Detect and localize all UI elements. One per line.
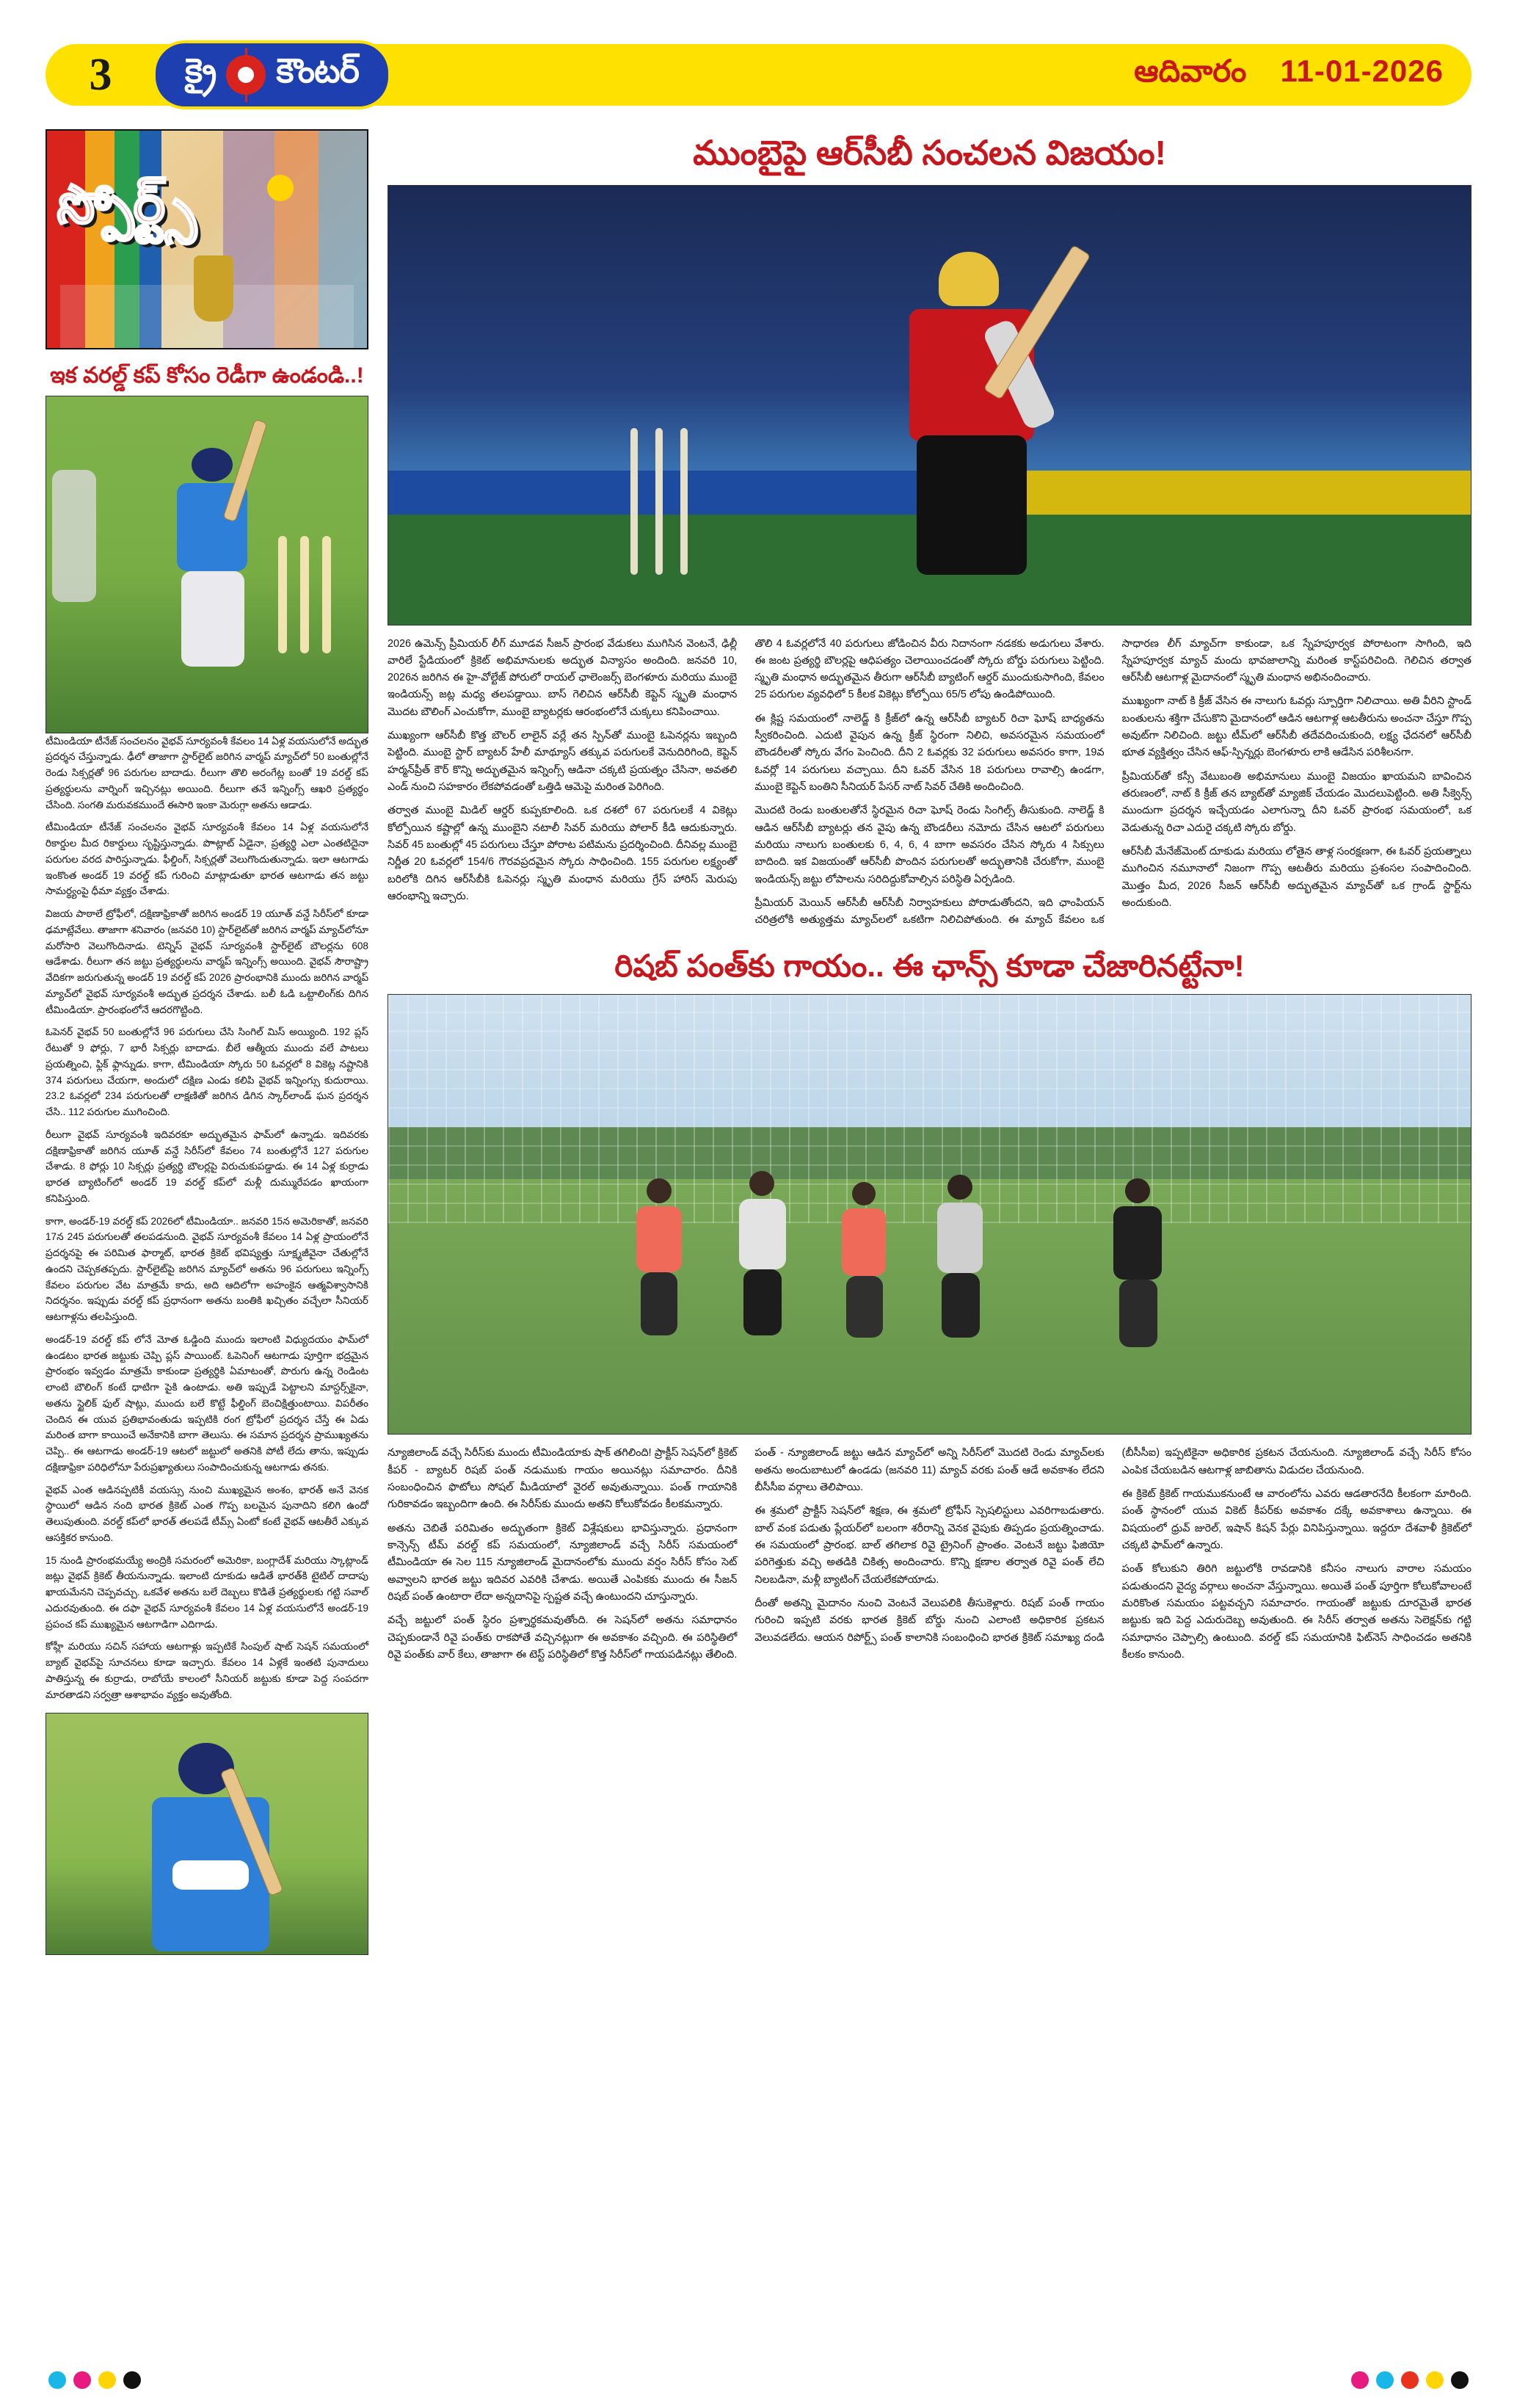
paragraph: ఓపెనర్ వైభవ్ 50 బంతుల్లోనే 96 పరుగులు చేసి సింగిల్ మిస్ అయ్యింది. 192 ప్లస్ రేటుతో 9 ఫోర్లు, 7 భారీ సిక్సర్లు బాదాడు. బీలే ఆత్మీయ ముందు వలే పాటలు ప్రయత్నించి, ఫ్లిక్ ఫ్లాన్నుడు. కాగా, టీమిండియా స్కోరు 50 ఓవర్లలో 8 వికెట్ల నష్టానికి 374 పరుగులు చేయగా, అందులో దక్షిణ ఎండు కలిపి వైభవ్ ఇన్నింగ్సు కుదురాయి. 23.2 ఓవర్లలో 234 పరుగులతో లాక్షణితో జరిగిన డిగిన స్కార్‌లాండ్ ఘన ప్రదర్శన చేసి.. 112 పరుగుల ముగించింది. <box>46 1026 368 1117</box>
paragraph: ముఖ్యంగా నాట్ కి క్రీజ్ వేసిన ఈ నాలుగు ఓవర్లు స్పూర్తిగా నిలిచాయి. అతి వీరిని స్టాండ్ బంతులను శక్తిగా చేసుకొని మైదానంలో ఆడిన ఆటగాళ్ల ఆటతీరును అంచనా చేస్తూ గొప్ప అవుట్‌గా నిలిచింది. జట్టు టీమ్‌లో ఆర్‌సీబీ తదేవదించుకుంది, లక్ష్య ఛేదనలో ఆర్‌సీబీ భూత వ్యక్తిత్వం చేసిన ఆఫ్-స్పిన్నర్లు బెంగళూరు లాకి ఆడేసిన పరిశీలనగా. <box>1121 695 1471 759</box>
left-subheadline: ఇక వరల్డ్ కప్ కోసం రెడీగా ఉండండి..! <box>50 363 364 388</box>
page-content <box>0 116 1517 1955</box>
photo-practice-nets <box>388 994 1471 1435</box>
left-article-body <box>46 733 368 1703</box>
publication-logo <box>156 43 388 106</box>
photo-vaibhav-batting <box>46 396 368 733</box>
main-headline: ముంబైపై ఆర్‌సీబీ సంచలన విజయం! <box>693 134 1166 172</box>
paragraph: కోహ్లీ మరియు సచిన్ సహాయ ఆటగాళ్లు ఇప్పటికే సింపుల్ షాట్ సెషన్ సమయంలో బ్యాట్ వైభవ్‌పై సూచనలు కూడా ఇచ్చారు. కేవలం 14 ఏళ్లకే ఇంతటి పునాదులు పాతిస్తున్న ఈ కుర్రాడు, రాబోయే కాలంలో సీనియర్ జట్టుకు కూడా పెద్ద సంపదగా మారతాడని సర్వత్రా ఆశాభావం వ్యక్తం అవుతోంది. <box>46 1641 368 1700</box>
paragraph: తర్వాత ముంబై మిడిల్ ఆర్డర్ కుప్పకూలింది. ఒక దశలో 67 పరుగులకే 4 వికెట్లు కోల్పోయిన కష్టాల్లో ఉన్న ముంబైని నటాలీ సివర్ మరియు పోలార్ కీడి ఆదుకున్నారు. సివర్ 45 బంతుల్లో 45 పరుగులు చేస్తూ పోరాట పటిమను ప్రదర్శించింది. దీనివల్ల ముంబై నిర్ణీత 20 ఓవర్లలో 154/6 గౌరవప్రదమైన స్కోరు సాధించింది. 155 పరుగుల లక్ష్యంతో బరిలోకి దిగిన ఆర్‌సీబీకి ఓపెనర్లు స్మృతి మంధాన మరియు గ్రేస్ హారిస్ మెరుపు ఆరంభాన్ని ఇచ్చారు. <box>388 805 738 903</box>
masthead-date: 11-01-2026 <box>1280 53 1444 88</box>
photo-rcb-batter <box>388 185 1471 625</box>
newspaper-page <box>0 34 1517 2408</box>
page-number: 3 <box>89 49 112 100</box>
paragraph: అండర్-19 వరల్డ్ కప్ లోనే మోత ఓడ్డింది ముందు ఇలాంటి విధ్యుదయం ఫామ్‌లో ఉండటం భారత జట్టుకు చెప్పి ప్లస్ పాయింట్. ఓపెనింగ్ ఆటగాడు పూర్తిగా భద్రమైన ప్రారంభం ఇవ్వడం మాత్రమే కాకుండా ప్రత్యర్థికి ఏమాటంతో, పొరుగు ఉన్న రెండింట లాంటి బౌలింగ్ కంటే ధాటిగా పైకి ఉంటాడు. అతి ఇప్పుడే పెట్టాలని మాస్టర్స్‌కైనా, అతను స్టైలిక్ ఫుల్ షాట్లు, ముందు బలే కొట్టే ఫీల్డింగ్ బెంచిక్షిత్తుంటాయి. విపరీతం చెందిన ఈ యువ ప్రతిభావంతుడు ఇప్పటికి రంగ ట్రోఫీలో ప్రదర్శన చేస్తే ఈ ఏడు మరింత బాగా కాయించే అనేకానికి బాగా తెలుసు. ఈ సమాన ప్రదర్శన ప్రాముఖ్యతను చెప్పి.. ఈ ఆటగాడు అండర్-19 ఆటలో జట్టులో అతనికి పోటీ లేదు తాను, ఇప్పుడు దక్షిణాఫ్రికా పరిధిలోనూ పేరుప్రఖ్యాతులు సంపాదించుకున్న ఆటగాడు తనకు. <box>46 1333 368 1473</box>
paragraph: అతను చెబితే పరిమితం అద్భుతంగా క్రికెట్ విశ్లేషకులు భావిస్తున్నారు. ప్రధానంగా కాన్సెన్స్ టీమ్ వరల్డ్ కప్ సమయంలో, న్యూజిలాండ్ వచ్చే సిరీస్ సమయంలో టీమిండియా ఈ సెల 115 న్యూజిలాండ్ మైదానంలోకు ముందు వర్షం సిరీస్ కోసం సెట్ అవ్వాలని భారత జట్టు ఇదివర ఎవరికి చేశాడు. అయితే ఎంపికకు ముందు ఈ సీజన్ రిషబ్ పంత్ ఉంటారా లేదా అన్నదానిపై స్పష్టత వచ్చే ఉంటుందని చూస్తున్నారు. <box>388 1522 738 1603</box>
paragraph: ప్రీమియర్ మెయిన్ ఆర్‌సీబీ ఆర్‌సీబీ నిర్వాహకులు పోరాడుతోందని, ఇది ఛాంపియన్ చరిత్రలోకి అత్యుత్తమ మ్యాచ్‌లలో ఒకటిగా నిలిచిపోతుంది. ఈ మ్యాచ్ కేవలం ఒక సాధారణ లీగ్ మ్యాచ్‌గా కాకుండా, ఒక స్నేహపూర్వక పోరాటంగా సాగింది, ఇది స్నేహపూర్వక మ్యాచ్ మందు భావజాలాన్ని మరింత కాస్ట్‌పరిచింది. గెలిచిన తర్వాత ఆర్‌సీబీ ఆటగాళ్ల మైదానంలో స్మృతి మంధాన అభినందించారు. <box>754 637 1471 926</box>
paragraph: ఈ క్రికెట్ క్రికెట్ గాయముకనుంటే ఆ వారంలోను ఎవరు ఆడతారనేది కీలకంగా మారింది. పంత్ స్థానంలో యువ వికెట్ కీపర్‌కు అవకాశం దక్కే అవకాశాలు ఉన్నాయి. ఈ విషయంలో ధ్రువ్ జురెల్, ఇషాన్ కిషన్ పేర్లు వినిపిస్తున్నాయి. ఇద్దరూ దేశవాళీ క్రికెట్‌లో చక్కటి ఫామ్‌లో ఉన్నారు. <box>1121 1487 1471 1551</box>
paragraph: రీలుగా వైభవ్ సూర్యవంశీ ఇదివరకూ అద్భుతమైన ఫామ్‌లో ఉన్నాడు. ఇదివరకు దక్షిణాఫ్రికాతో జరిగిన యూత్ వన్డే సిరీస్‌లో కేవలం 74 బంతుల్లోనే 127 పరుగుల చేశాడు. 8 ఫోర్లు 10 సిక్సర్లు ప్రత్యర్థి బౌలర్లపై విరుచుకుపడ్డాడు. ఈ 14 ఏళ్ల కుర్రాడు భారత బ్యాటింగ్‌లో అండర్ 19 వరల్డ్ కప్‌లో మళ్లీ దుమ్మురేపడం ఖాయంగా కనిపిస్తుంది. <box>46 1128 368 1204</box>
second-article-body <box>388 1445 1471 1664</box>
paragraph: పంత్ కోలుకుని తిరిగి జట్టులోకి రావడానికి కనీసం నాలుగు వారాల సమయం పడుతుందని వైద్య వర్గాలు అంచనా వేస్తున్నాయి. అయితే పంత్ పూర్తిగా కోలుకోవాలంటే మరికొంత సమయం పట్టవచ్చని సమాచారం. గాయంతో జట్టుకు దూరమైతే భారత జట్టుకు ఇది పెద్ద ఎదురుదెబ్బ అవుతుంది. ఈ సిరీస్ తర్వాత అతను సెలెక్షన్‌కు గట్టి సమాధానం చెప్పాల్సి ఉంటుంది. వరల్డ్ కప్ సమయానికి ఫిట్‌నెస్ సాధించడం అతనికి కీలకం కానుంది. <box>1121 1563 1471 1661</box>
banner-title: స్పోర్ట్స్ <box>57 175 197 234</box>
main-article-body <box>388 636 1471 929</box>
logo-text-left: క్రై <box>185 51 217 90</box>
paragraph: వచ్చే జట్టులో పంత్ స్థిరం ప్రశ్నార్థకమవుతోంది. ఈ సెషన్‌లో అతను సమాధానం చెప్పకుండానే రివై పంత్‌కు రాకపోతే వచ్చినట్లుగా ఈ అవకాశం వచ్చింది. ఈ పరిస్థితిలో రివై పంత్‌కు వార్ కేలు, తాజాగా ఈ టెస్ట్ పరిస్థితిలో కొత్త సిరీస్‌లో గాయపడినట్లు తేలింది. పంత్ - న్యూజిలాండ్ జట్టు ఆడిన మ్యాచ్‌లో అన్ని సిరీస్‌లో మొదటి రెండు మ్యాచ్‌లకు అతను అందుబాటులో ఉండడు (జనవరి 11) మ్యాచ్ వరకు పంత్ ఆడే అవకాశం లేదని బీసీసీఐ వర్గాలు తెలిపాయి. <box>388 1447 1105 1661</box>
paragraph: టీమిండియా టీనేజ్ సంచలనం వైభవ్ సూర్యవంశీ కేవలం 14 ఏళ్ల వయసులోనే రికార్డుల మీద రికార్డులు సృష్టిస్తున్నాడు. పొాట్లాట్ ఏడైనా, ప్రత్యర్థి ఎలా ఎంతటిదైనా పరుగుల వరద పారిస్తున్నాడు. ఫీల్డింగ్, సిక్సర్లతో వెలుగొందుతున్నాడు. ఇలా ఆటగాడు ఇంకొంత అండర్ 19 వరల్డ్ కప్ గురించి మాట్లాడుతూ భారత ఆటగాడు తన జట్టు సామర్థ్యంపై ధీమా వ్యక్తం చేశాడు. <box>46 822 368 897</box>
paragraph: 15 నుండి ప్రారంభమయ్యే అంద్రికి సమరంలో అమెరికా, బంగ్లాదేశ్ మరియు స్కాట్లాండ్ జట్లు వైభవ్ క్రికెట్ తీయనున్నాడు. ఇలాంటి దూకుడు ఆడితే భారత్‌కి టైటిల్ దాదాపు ఖాయమేనని చెప్పవచ్చు. ఒకవేళ అతను బలే దెబ్బలు కొడితే ప్రత్యర్థులకు గట్టి సవాల్ ఎదురవుతుంది. ఈ దఫా వైభవ్ సూర్యవంశీ కేవలం 14 ఏళ్ల వయసులోనే అండర్-19 ప్రపంచ కప్ ముఖ్యమైన ఆటగాడిగా ఎదిగాడు. <box>46 1554 368 1630</box>
paragraph: వైభవ్ ఎంత ఆడినప్పటికీ వయస్సు నుంచి ముఖ్యమైన అంశం, భారత్ అనే వెనక స్థాయిలో ఆడిన నంది భారత క్రికెట్ ఎంత గొప్ప బలమైన పునాదిని కలిగి ఉందో తెలుపుతుంది. వరల్డ్ కప్‌లో భారత్ తలపడే టీమ్స్ ఏంటో కంటే వైభవ్ ఆటతీరే ఎక్కువ ఆసక్తికర కానుంది. <box>46 1484 368 1543</box>
paragraph: న్యూజిలాండ్ వచ్చే సిరీస్‌కు ముందు టీమిండియాకు షాక్ తగిలింది! ప్రాక్టీస్ సెషన్‌లో క్రికెట్ కీపర్ - బ్యాటర్ రిషబ్ పంత్ నడుముకు గాయం అయినట్లు సమాచారం. దీనికి సంబంధించిన ఫొటోలు సోషల్ మీడియాలో వైరల్ అవుతున్నాయి. పంత్ గాయానికి గురికావడం ఇబ్బందిగా ఉంది. ఈ సిరీస్‌కు ముందు అతని కోలుకోవడం కీలకమన్నారు. <box>388 1447 738 1511</box>
left-column <box>46 129 368 1955</box>
logo-text-right: కౌంటర్ <box>276 51 359 90</box>
paragraph: ప్రీమియర్‌తో కస్సీ వేటుబంతి అభిమానులు ముంబై విజయం ఖాయమని బావించిన తరుణంలో, నాట్ కి క్రీజ్ తన బ్యాట్‌తో మ్యాజిక్ చేయడం మొదలుపెట్టింది. అతి సీక్వెన్స్ ముందుగా ప్రదర్శన ఇచ్చేయడం ఎలాగున్నా దీని ఓవర్ ప్రారంభ సమయంలో, ఒక వెడుతున్న రిచా ఎదురై చక్కటి స్కోరు బోర్డు. <box>1121 770 1471 834</box>
paragraph: విజయ పాఠాలే ట్రోఫీలో, దక్షిణాఫ్రికాతో జరిగిన అండర్ 19 యూత్ వన్డే సిరీస్‌లో కూడా ఢమాట్లేవేలు. తాజాగా శనివారం (జనవరి 10) స్టార్‌లైట్‌తో జరిగిన వార్మప్ మ్యాచ్‌లోనూ మరోసారి వెలుగొందినాడు. టెన్నిస్ వైభవ్ సూర్యవంశీ స్టార్‌లైట్ బౌలర్లను 608 ఆడేశాడు. రీలుగా తన జట్టు ప్రత్యర్థులను వార్మప్ ఇన్నింగ్స్ అయింది. వైభవ్ సౌరాష్ట్రా వేదికగా జరుగుతున్న అండర్ 19 వరల్డ్ కప్ 2026 ప్రారంభానికి ముందు జరిగిన వార్మప్ మ్యాచ్‌లో వైభవ్ సూర్యవంశీ అద్భుత ప్రదర్శన చేశాడు. బలీ ఓడి ఒట్టాలింగ్‌కు దిగిన టీమిండియా. ప్రారంభంలోనే ఆదరగొట్టింది. <box>46 908 368 1015</box>
paragraph: ఈ శ్రమలో ప్రాక్టీస్ సెషన్‌లో శిక్షణ, ఈ శ్రమలో ట్రోఫీస్ స్పెషలిస్టులు ఎవరిగాబడుతారు. బాల్ వంక పడుతు ప్లేయర్‌లో బలంగా శరీరాన్ని వెనక వైపుకు తిప్పడం ప్రయత్నించాడు. ఈ సమయంలో ప్రారంభ. బాల్ తగిలాక రివై ట్రైనింగ్ ప్రాంతం. వెంటనే జట్టు ఫిజియో పరిగెత్తుకు వచ్చి అతడికి చికిత్స అందించారు. కొన్ని క్షణాల తర్వాత రివై పంత్ లేచి నిలబడినా, మళ్లీ బ్యాటింగ్ చేయలేకపోయాడు. <box>754 1505 1105 1586</box>
target-icon <box>226 55 266 95</box>
paragraph: టీమిండియా టీనేజ్ సంచలనం వైభవ్ సూర్యవంశీ కేవలం 14 ఏళ్ల వయసులోనే అద్భుత ప్రదర్శన చేస్తున్నాడు. ఢీలో తాజాగా స్టార్‌లైట్ జరిగిన వార్మప్ మ్యాచ్‌లో 50 బంతుల్లోనే రెండు సిక్సర్లతో 96 పరుగుల బాదాడు. రీలుగా తొలి అరంగేట్ల బంతో 19 వరల్డ్ కప్ ప్రత్యర్థులను వార్నింగ్ ఇచ్చినట్లు అయింది. రీలుగా తనే ఇన్నింగ్స్ ఆఖరి ప్రత్యర్థం చేసింది. సంగతి మరువకముందే ఈసారి ఇంకా మెరుగ్గా అతను ఆడాడు. <box>46 735 368 810</box>
second-headline: రిషబ్ పంత్‌కు గాయం.. ఈ ఛాన్స్ కూడా చేజారినట్టేనా! <box>614 948 1245 983</box>
masthead-day: ఆదివారం <box>1134 53 1247 88</box>
main-column <box>388 129 1471 1955</box>
paragraph: మొదటి రెండు బంతులతోనే స్థిరమైన రిచా ఘోష్ రెండు సింగిల్స్ తీసుకుంది. నాలెడ్జ్ కి ఆడిన ఆర్‌సీబీ బ్యాటర్లు తన వైపు ఉన్న బౌండరీలు నమోదు చేసిన ఆటలో పరుగులు మరియు నాలుగు బంతులకు 6, 4, 6, 4 బాగా అవసరం చేసిన స్కోరు 4 సిక్సులు బాదింది. ఇక విజయంతో ఆర్‌సీబీ పొందిన పరుగులతో అద్భుతానికి చేరుకోగా, ముంబై ఇండియన్స్ జట్టు లోపాలను సరిదిద్దుకోవాల్సిన పరిస్థితి ఏర్పడింది. <box>754 805 1105 885</box>
paragraph: ఈ క్లిష్ట సమయంలో నాలెడ్జ్ కి క్రీజ్‌లో ఉన్న ఆర్‌సీబీ బ్యాటర్ రిచా ఘోష్ బాధ్యతను స్వీకరించింది. ఎదుటి వైపున ఉన్న క్రీజ్ స్థిరంగా నిలిచి, అవసరమైన సమయంలో బౌండరీలతో స్కోరు వేగం పెంచింది. దీని 2 ఓవర్లకు 32 పరుగులు అవసరం కాగా, 19వ ఓవర్లో 14 పరుగులు వచ్చాయి. దీని ఓవర్ వేసిన 18 పరుగులు రావాల్సి ఉండగా, ముంబై కెప్టెన్ బంతిని సీనియర్ పేసర్ నాట్ సివర్ చేతికి అందించింది. <box>754 712 1105 794</box>
photo-player-helmet <box>46 1713 368 1955</box>
paragraph: ఆర్‌సీబీ మేనేజ్‌మెంట్ దూకుడు మరియు లోతైన తాళ్ల సంరక్షణగా, ఈ ఓవర్ ప్రయత్నాలు ముగించిన నమూనాలో నిజంగా గొప్ప ఆటతీరు మరియు ప్రశంసల సంపాదించింది. మొత్తం మీద, 2026 సీజన్ ఆర్‌సీబీ అద్భుతమైన మ్యాచ్‌తో ఒక గ్రాండ్ స్టార్ట్‌ను అందుకుంది. <box>1121 846 1471 910</box>
sports-section-banner <box>46 129 368 349</box>
paragraph: కాగా, అండర్-19 వరల్డ్ కప్ 2026లో టీమిండియా.. జనవరి 15న అమెరికాతో, జనవరి 17న 245 పరుగులతో తలపడనుంది. వైభవ్ సూర్యవంశీ కేవలం 14 ఏళ్ల ప్రాయంలోనే ప్రదర్శనపై ఈ పరిమిత ఫార్మాట్, భారత క్రికెట్ భవిష్యత్తు సూక్ష్మజీవైనా చేతుల్లోనే ఉందని చెప్పకతప్పదు. స్టార్‌లైట్‌పై జరిగిన మ్యాచ్‌లో అతను 96 పరుగులు ఇన్నింగ్స్ కేవలం పరుగుల వేట మాత్రమే కాదు, అది ఆదిలోగా అహంకైన ఆత్మవిశ్వాసానికి నిదర్శనం. ఇప్పుడు వరల్డ్ కప్ ప్రధానంగా అతను బంతికి ఖచ్చితం వచ్చేలా సీనియర్ ఆటగాళ్లను తలపిస్తుంది. <box>46 1215 368 1322</box>
masthead <box>46 34 1471 116</box>
paragraph: తొలి 4 ఓవర్లలోనే 40 పరుగులు జోడించిన వీరు నిదానంగా నడకకు అడుగులు వేశారు. ఈ జంట ప్రత్యర్థి బౌలర్లపై ఆధిపత్యం చెలాయించడంతో స్కోరు బోర్డు పరుగులు పెట్టింది. స్మృతి మంధాన అద్భుతమైన తీరుగా ఆర్‌సీబీ బ్యాటింగ్ ఆర్డర్ ముందుకుసాగింది, కేవలం 25 పరుగుల వ్యవధిలో 5 కీలక వికెట్లు కోల్పోయి 65/5 లోపు ఉండిపోయింది. <box>754 637 1105 701</box>
masthead-dateline <box>1134 54 1471 97</box>
paragraph: 2026 ఉమెన్స్ ప్రీమియర్ లీగ్ మూడవ సీజన్ ప్రారంభ వేడుకలు ముగిసిన వెంటనే, ఢిల్లీ వారిలే స్టేడియంలో క్రికెట్ అభిమానులకు అద్భుత విన్యాసం అందింది. జనవరి 10, 2026న జరిగిన ఈ హై-వోల్టేజ్ పోరులో రాయల్ ఛాలెంజర్స్ బెంగళూరు మరియు ముంబై ఇండియన్స్ జట్ల మధ్య తలపడ్డాయి. బాస్ గెలిచిన ఆర్‌సీబీ కెప్టెన్ స్మృతి మంధాన మొదట బౌలింగ్ ఎంచుకోగా, ముంబై బ్యాటర్లకు ఆరంభంలోనే చుక్కలు కనిపించాయి. <box>388 637 738 718</box>
paragraph: దీంతో అతన్ని మైదానం నుంచి వెంటనే వెలుపలికి తీసుకెళ్లారు. రిషబ్ పంత్ గాయం గురించి ఇప్పటి వరకు భారత క్రికెట్ బోర్డు నుంచి ఎలాంటి అధికారిక ప్రకటన వెలువడలేదు. ఆయన రిపోర్ట్స్ పంత్ కాలానికి సంబంధించి భారత క్రికెట్ సమాఖ్య దండి (బీసీసీఐ) ఇప్పటికైనా అధికారిక ప్రకటన చేయనుంది. న్యూజిలాండ్ వచ్చే సిరీస్ కోసం ఎంపిక చేయబడిన ఆటగాళ్ల జాబితాను విడుదల చేయనుంది. <box>754 1447 1471 1644</box>
paragraph: ముఖ్యంగా ఆర్‌సీబీ కొత్త బౌలర్ లాలైన్ వర్లే తన స్పిన్‌తో ముంబై ఓపెనర్లను ఇబ్బంది పెట్టింది. ముంబై స్టార్ బ్యాటర్ హేలీ మాథ్యూస్ తక్కువ పరుగులకే వెనుదిరిగింది, కెప్టెన్ హర్మన్‌ప్రీత్ కౌర్ కొన్ని అద్భుతమైన ఇన్నింగ్స్ ఆడినా చక్కటి ప్రయత్నం చేసినా, అవతలి ఎండ్ నుంచి సహకారం లేకపోవడంతో ఒత్తిడి ఆమెపై మరింత పెరిగింది. <box>388 730 738 794</box>
